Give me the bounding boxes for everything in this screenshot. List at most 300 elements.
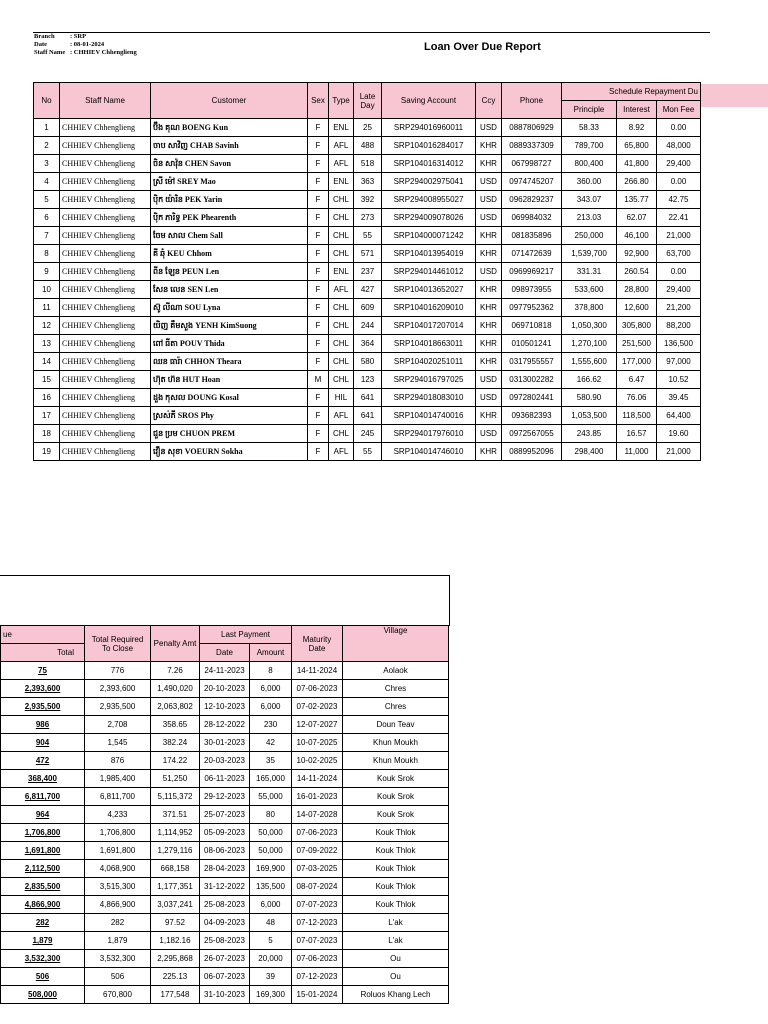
cell-sex: F [308, 335, 329, 353]
cell-saving-account: SRP294014461012 [382, 263, 476, 281]
cell-last-payment-amount: 230 [250, 716, 292, 734]
cell-no: 13 [34, 335, 60, 353]
cell-mon-fee: 22.41 [657, 209, 701, 227]
cell-staff-name: CHHIEV Chhenglieng [60, 173, 151, 191]
cell-staff-name: CHHIEV Chhenglieng [60, 299, 151, 317]
cell-interest: 92,900 [617, 245, 657, 263]
cell-type: ENL [329, 119, 354, 137]
cell-sex: F [308, 317, 329, 335]
cell-no: 7 [34, 227, 60, 245]
cell-phone: 0969969217 [502, 263, 562, 281]
cell-saving-account: SRP104013652027 [382, 281, 476, 299]
cell-late-day: 641 [354, 407, 382, 425]
table-row [34, 245, 701, 263]
table-row [1, 734, 449, 752]
table-row [1, 770, 449, 788]
col-maturity: Maturity Date [292, 626, 343, 662]
col-last-payment-date: Date [200, 644, 250, 662]
cell-total-required: 4,866,900 [85, 896, 151, 914]
cell-phone: 0977952362 [502, 299, 562, 317]
cell-penalty: 51,250 [151, 770, 200, 788]
cell-total-required: 4,233 [85, 806, 151, 824]
cell-maturity-date: 08-07-2024 [292, 878, 343, 896]
date-label: Date [34, 41, 47, 48]
cell-last-payment-amount: 8 [250, 662, 292, 680]
cell-interest: 11,000 [617, 443, 657, 461]
cell-late-day: 488 [354, 137, 382, 155]
cell-mon-fee: 21,000 [657, 443, 701, 461]
cell-ccy: KHR [476, 335, 502, 353]
cell-last-payment-amount: 6,000 [250, 680, 292, 698]
table-row [34, 155, 701, 173]
cell-ccy: USD [476, 119, 502, 137]
cell-type: AFL [329, 281, 354, 299]
cell-phone: 0313002282 [502, 371, 562, 389]
cell-village: Ou [343, 968, 449, 986]
cell-mon-fee: 88,200 [657, 317, 701, 335]
cell-phone: 0889337309 [502, 137, 562, 155]
cell-ccy: USD [476, 389, 502, 407]
cell-maturity-date: 07-03-2025 [292, 860, 343, 878]
cell-principle: 1,050,300 [562, 317, 617, 335]
cell-principle: 1,555,600 [562, 353, 617, 371]
cell-village: Kouk Srok [343, 788, 449, 806]
cell-total: 2,835,500 [1, 878, 85, 896]
cell-maturity-date: 07-06-2023 [292, 950, 343, 968]
table-row [34, 335, 701, 353]
cell-mon-fee: 42.75 [657, 191, 701, 209]
cell-customer: ចិន សាវ៉ុន CHEN Savon [151, 155, 308, 173]
cell-last-payment-date: 31-12-2022 [200, 878, 250, 896]
cell-mon-fee: 0.00 [657, 119, 701, 137]
cell-last-payment-amount: 50,000 [250, 842, 292, 860]
cell-no: 9 [34, 263, 60, 281]
cell-last-payment-amount: 5 [250, 932, 292, 950]
cell-staff-name: CHHIEV Chhenglieng [60, 191, 151, 209]
cell-type: AFL [329, 407, 354, 425]
cell-no: 4 [34, 173, 60, 191]
cell-maturity-date: 07-12-2023 [292, 968, 343, 986]
col-type: Type [329, 83, 354, 119]
cell-village: Roluos Khang Lech [343, 986, 449, 1004]
cell-maturity-date: 15-01-2024 [292, 986, 343, 1004]
cell-saving-account: SRP104016209010 [382, 299, 476, 317]
col-total: Total [1, 644, 85, 662]
cell-staff-name: CHHIEV Chhenglieng [60, 335, 151, 353]
cell-type: CHL [329, 209, 354, 227]
cell-phone: 098973955 [502, 281, 562, 299]
cell-last-payment-date: 26-07-2023 [200, 950, 250, 968]
cell-penalty: 1,279,116 [151, 842, 200, 860]
cell-sex: F [308, 173, 329, 191]
cell-ccy: KHR [476, 137, 502, 155]
cell-interest: 305,800 [617, 317, 657, 335]
cell-sex: F [308, 137, 329, 155]
table-row [34, 317, 701, 335]
cell-last-payment-date: 12-10-2023 [200, 698, 250, 716]
cell-phone: 081835896 [502, 227, 562, 245]
cell-type: AFL [329, 137, 354, 155]
cell-last-payment-date: 04-09-2023 [200, 914, 250, 932]
cell-no: 15 [34, 371, 60, 389]
cell-village: Aolaok [343, 662, 449, 680]
overdue-table-part1 [33, 82, 701, 461]
cell-last-payment-date: 06-11-2023 [200, 770, 250, 788]
cell-phone: 093682393 [502, 407, 562, 425]
cell-saving-account: SRP294016960011 [382, 119, 476, 137]
cell-last-payment-amount: 20,000 [250, 950, 292, 968]
cell-mon-fee: 97,000 [657, 353, 701, 371]
report-title: Loan Over Due Report [424, 41, 541, 53]
cell-ccy: USD [476, 371, 502, 389]
cell-phone: 069710818 [502, 317, 562, 335]
cell-saving-account: SRP104016284017 [382, 137, 476, 155]
table-row [34, 443, 701, 461]
cell-penalty: 1,490,020 [151, 680, 200, 698]
table-row [1, 680, 449, 698]
cell-principle: 250,000 [562, 227, 617, 245]
cell-principle: 243.85 [562, 425, 617, 443]
cell-no: 17 [34, 407, 60, 425]
cell-late-day: 55 [354, 227, 382, 245]
cell-principle: 1,270,100 [562, 335, 617, 353]
cell-penalty: 3,037,241 [151, 896, 200, 914]
cell-interest: 266.80 [617, 173, 657, 191]
cell-saving-account: SRP104000071242 [382, 227, 476, 245]
cell-staff-name: CHHIEV Chhenglieng [60, 353, 151, 371]
cell-no: 5 [34, 191, 60, 209]
cell-saving-account: SRP104018663011 [382, 335, 476, 353]
cell-maturity-date: 07-07-2023 [292, 896, 343, 914]
cell-maturity-date: 07-06-2023 [292, 680, 343, 698]
cell-mon-fee: 29,400 [657, 155, 701, 173]
cell-interest: 76.06 [617, 389, 657, 407]
col-total-required: Total Required To Close [85, 626, 151, 662]
cell-last-payment-amount: 80 [250, 806, 292, 824]
col-schedule-repayment: Schedule Repayment Du [562, 83, 701, 101]
cell-staff-name: CHHIEV Chhenglieng [60, 155, 151, 173]
table-row [1, 914, 449, 932]
cell-customer: ពីន ឡែន PEUN Len [151, 263, 308, 281]
cell-ccy: USD [476, 425, 502, 443]
cell-last-payment-amount: 6,000 [250, 698, 292, 716]
cell-interest: 251,500 [617, 335, 657, 353]
cell-staff-name: CHHIEV Chhenglieng [60, 119, 151, 137]
cell-interest: 8.92 [617, 119, 657, 137]
cell-interest: 135.77 [617, 191, 657, 209]
table-row [34, 407, 701, 425]
col-ccy: Ccy [476, 83, 502, 119]
table-row [34, 425, 701, 443]
cell-total: 986 [1, 716, 85, 734]
col-principle: Principle [562, 101, 617, 119]
cell-sex: F [308, 245, 329, 263]
col-saving-account: Saving Account [382, 83, 476, 119]
cell-maturity-date: 07-06-2023 [292, 824, 343, 842]
cell-no: 18 [34, 425, 60, 443]
col-village: Village [343, 626, 449, 662]
cell-village: Kouk Thlok [343, 842, 449, 860]
cell-ccy: KHR [476, 443, 502, 461]
cell-principle: 1,053,500 [562, 407, 617, 425]
table-row [34, 299, 701, 317]
cell-interest: 260.54 [617, 263, 657, 281]
col-mon-fee: Mon Fee [657, 101, 701, 119]
cell-staff-name: CHHIEV Chhenglieng [60, 425, 151, 443]
cell-late-day: 244 [354, 317, 382, 335]
cell-total: 964 [1, 806, 85, 824]
cell-mon-fee: 10.52 [657, 371, 701, 389]
cell-saving-account: SRP294018083010 [382, 389, 476, 407]
table-row [34, 281, 701, 299]
cell-principle: 800,400 [562, 155, 617, 173]
cell-village: Khun Moukh [343, 752, 449, 770]
cell-total-required: 282 [85, 914, 151, 932]
cell-staff-name: CHHIEV Chhenglieng [60, 281, 151, 299]
table-row [1, 698, 449, 716]
cell-late-day: 392 [354, 191, 382, 209]
cell-type: AFL [329, 155, 354, 173]
cell-maturity-date: 10-07-2025 [292, 734, 343, 752]
col-due-fragment: ue [1, 626, 85, 644]
cell-type: CHL [329, 371, 354, 389]
cell-no: 8 [34, 245, 60, 263]
cell-principle: 1,539,700 [562, 245, 617, 263]
cell-no: 10 [34, 281, 60, 299]
cell-no: 19 [34, 443, 60, 461]
cell-principle: 580.90 [562, 389, 617, 407]
cell-saving-account: SRP104016314012 [382, 155, 476, 173]
cell-staff-name: CHHIEV Chhenglieng [60, 227, 151, 245]
cell-village: Kouk Thlok [343, 896, 449, 914]
cell-penalty: 1,114,952 [151, 824, 200, 842]
cell-customer: ពៅ ធីតា POUV Thida [151, 335, 308, 353]
cell-sex: F [308, 155, 329, 173]
cell-no: 12 [34, 317, 60, 335]
cell-principle: 331.31 [562, 263, 617, 281]
cell-ccy: USD [476, 173, 502, 191]
table-row [34, 353, 701, 371]
table-row [1, 896, 449, 914]
cell-maturity-date: 16-01-2023 [292, 788, 343, 806]
cell-total: 368,400 [1, 770, 85, 788]
cell-maturity-date: 10-02-2025 [292, 752, 343, 770]
cell-village: Kouk Thlok [343, 860, 449, 878]
cell-ccy: KHR [476, 299, 502, 317]
cell-penalty: 7.26 [151, 662, 200, 680]
cell-maturity-date: 07-02-2023 [292, 698, 343, 716]
cell-village: Kouk Thlok [343, 878, 449, 896]
cell-maturity-date: 14-11-2024 [292, 662, 343, 680]
cell-staff-name: CHHIEV Chhenglieng [60, 371, 151, 389]
cell-customer: ស្រី ម៉ៅ SREY Mao [151, 173, 308, 191]
cell-last-payment-amount: 48 [250, 914, 292, 932]
cell-village: Doun Teav [343, 716, 449, 734]
col-interest: Interest [617, 101, 657, 119]
cell-maturity-date: 14-07-2028 [292, 806, 343, 824]
cell-principle: 166.62 [562, 371, 617, 389]
cell-sex: F [308, 299, 329, 317]
cell-total-required: 3,532,300 [85, 950, 151, 968]
cell-late-day: 427 [354, 281, 382, 299]
col-no: No [34, 83, 60, 119]
cell-principle: 789,700 [562, 137, 617, 155]
cell-ccy: KHR [476, 407, 502, 425]
cell-type: CHL [329, 245, 354, 263]
cell-no: 16 [34, 389, 60, 407]
cell-principle: 298,400 [562, 443, 617, 461]
cell-interest: 41,800 [617, 155, 657, 173]
cell-sex: F [308, 407, 329, 425]
cell-late-day: 571 [354, 245, 382, 263]
cell-penalty: 382.24 [151, 734, 200, 752]
cell-total: 904 [1, 734, 85, 752]
table-row [34, 227, 701, 245]
cell-mon-fee: 19.60 [657, 425, 701, 443]
table-row [1, 824, 449, 842]
cell-penalty: 668,158 [151, 860, 200, 878]
cell-saving-account: SRP294002975041 [382, 173, 476, 191]
cell-late-day: 609 [354, 299, 382, 317]
table-row [1, 806, 449, 824]
cell-type: CHL [329, 317, 354, 335]
cell-sex: F [308, 263, 329, 281]
cell-last-payment-amount: 42 [250, 734, 292, 752]
cell-last-payment-date: 24-11-2023 [200, 662, 250, 680]
cell-saving-account: SRP294016797025 [382, 371, 476, 389]
cell-interest: 177,000 [617, 353, 657, 371]
cell-ccy: KHR [476, 281, 502, 299]
cell-sex: F [308, 227, 329, 245]
cell-saving-account: SRP104020251011 [382, 353, 476, 371]
cell-late-day: 273 [354, 209, 382, 227]
table-row [1, 716, 449, 734]
table-row [34, 137, 701, 155]
cell-maturity-date: 14-11-2024 [292, 770, 343, 788]
cell-total-required: 2,393,600 [85, 680, 151, 698]
cell-phone: 0972567055 [502, 425, 562, 443]
cell-ccy: KHR [476, 227, 502, 245]
cell-staff-name: CHHIEV Chhenglieng [60, 137, 151, 155]
cell-penalty: 1,182.16 [151, 932, 200, 950]
cell-last-payment-amount: 165,000 [250, 770, 292, 788]
cell-penalty: 225.13 [151, 968, 200, 986]
cell-interest: 46,100 [617, 227, 657, 245]
cell-no: 3 [34, 155, 60, 173]
table-row [34, 371, 701, 389]
cell-total-required: 3,515,300 [85, 878, 151, 896]
cell-penalty: 358.65 [151, 716, 200, 734]
cell-customer: ចាប សាវិញ CHAB Savinh [151, 137, 308, 155]
col-phone: Phone [502, 83, 562, 119]
cell-type: CHL [329, 425, 354, 443]
cell-late-day: 123 [354, 371, 382, 389]
cell-customer: សែន លេន SEN Len [151, 281, 308, 299]
cell-maturity-date: 12-07-2027 [292, 716, 343, 734]
cell-interest: 16.57 [617, 425, 657, 443]
date-value: : 08-01-2024 [70, 41, 105, 48]
cell-penalty: 174.22 [151, 752, 200, 770]
cell-last-payment-date: 08-06-2023 [200, 842, 250, 860]
cell-mon-fee: 63,700 [657, 245, 701, 263]
table-row [34, 389, 701, 407]
cell-saving-account: SRP294009078026 [382, 209, 476, 227]
cell-interest: 118,500 [617, 407, 657, 425]
table-row [1, 950, 449, 968]
cell-ccy: KHR [476, 353, 502, 371]
cell-last-payment-amount: 6,000 [250, 896, 292, 914]
cell-ccy: KHR [476, 317, 502, 335]
second-page-frame [0, 575, 450, 626]
cell-penalty: 5,115,372 [151, 788, 200, 806]
cell-customer: ស៊ូ លីណា SOU Lyna [151, 299, 308, 317]
cell-total: 2,935,500 [1, 698, 85, 716]
cell-sex: F [308, 353, 329, 371]
cell-late-day: 25 [354, 119, 382, 137]
cell-total-required: 1,879 [85, 932, 151, 950]
cell-penalty: 371.51 [151, 806, 200, 824]
cell-penalty: 177,548 [151, 986, 200, 1004]
cell-last-payment-amount: 169,300 [250, 986, 292, 1004]
cell-mon-fee: 0.00 [657, 173, 701, 191]
cell-no: 11 [34, 299, 60, 317]
cell-phone: 010501241 [502, 335, 562, 353]
cell-mon-fee: 39.45 [657, 389, 701, 407]
cell-customer: ប៊ឹង គុណ BOENG Kun [151, 119, 308, 137]
cell-customer: ឈន ធារ៉ា CHHON Theara [151, 353, 308, 371]
cell-last-payment-date: 25-08-2023 [200, 932, 250, 950]
cell-maturity-date: 07-09-2022 [292, 842, 343, 860]
cell-staff-name: CHHIEV Chhenglieng [60, 209, 151, 227]
overdue-table-part2 [0, 625, 449, 1004]
cell-interest: 28,800 [617, 281, 657, 299]
cell-staff-name: CHHIEV Chhenglieng [60, 443, 151, 461]
cell-village: L'ak [343, 914, 449, 932]
cell-sex: F [308, 119, 329, 137]
table-row [1, 878, 449, 896]
report-meta [34, 33, 137, 57]
cell-late-day: 363 [354, 173, 382, 191]
cell-village: Ou [343, 950, 449, 968]
cell-customer: ប៉ិក ភារិទ្ធ PEK Phearenth [151, 209, 308, 227]
cell-village: L'ak [343, 932, 449, 950]
cell-late-day: 245 [354, 425, 382, 443]
cell-penalty: 2,063,802 [151, 698, 200, 716]
cell-phone: 0317955557 [502, 353, 562, 371]
col-late-day: Late Day [354, 83, 382, 119]
cell-no: 1 [34, 119, 60, 137]
table-row [1, 752, 449, 770]
cell-staff-name: CHHIEV Chhenglieng [60, 317, 151, 335]
cell-last-payment-date: 20-10-2023 [200, 680, 250, 698]
table-row [34, 119, 701, 137]
col-sex: Sex [308, 83, 329, 119]
cell-last-payment-date: 28-04-2023 [200, 860, 250, 878]
cell-penalty: 1,177,351 [151, 878, 200, 896]
cell-saving-account: SRP104013954019 [382, 245, 476, 263]
cell-saving-account: SRP104014746010 [382, 443, 476, 461]
cell-last-payment-date: 25-08-2023 [200, 896, 250, 914]
col-last-payment: Last Payment [200, 626, 292, 644]
cell-type: CHL [329, 335, 354, 353]
cell-principle: 58.33 [562, 119, 617, 137]
cell-principle: 533,600 [562, 281, 617, 299]
cell-last-payment-amount: 135,500 [250, 878, 292, 896]
cell-total: 1,879 [1, 932, 85, 950]
table-row [1, 968, 449, 986]
cell-customer: គី ឆុំ KEU Chhom [151, 245, 308, 263]
cell-customer: ចែម សាល Chem Sall [151, 227, 308, 245]
